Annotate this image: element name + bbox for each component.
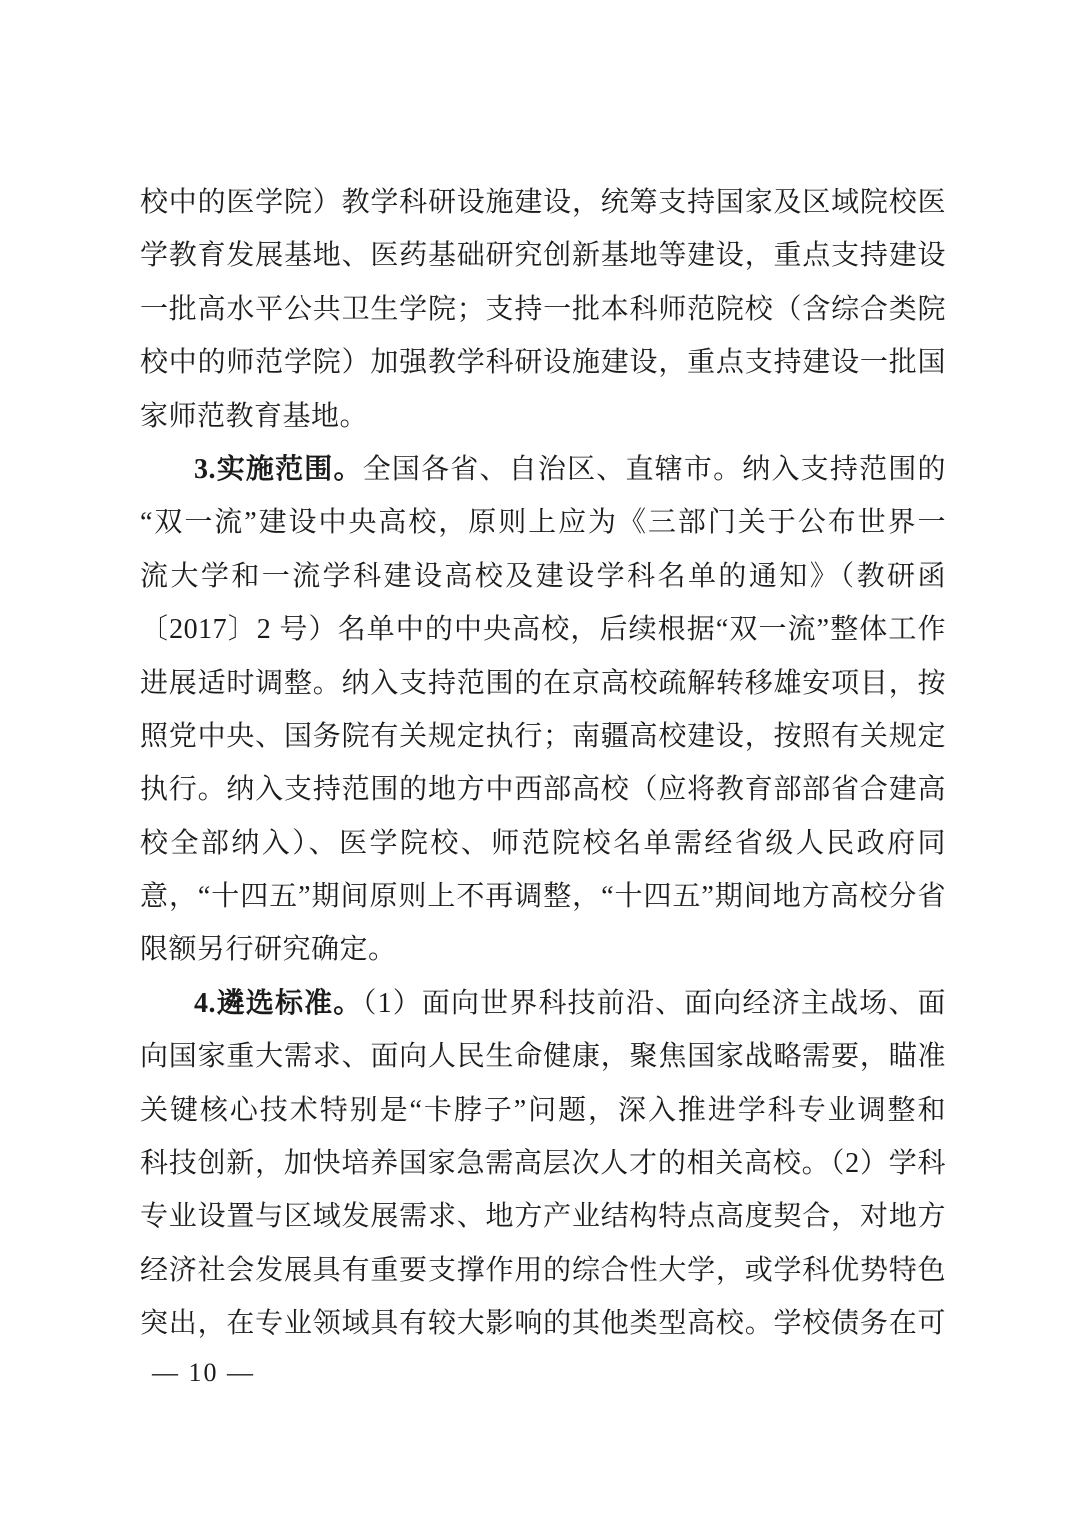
text-line [140,1190,946,1243]
body-text: 执行。纳入支持范围的地方中西部高校（应将教育部部省合建高 [140,774,946,806]
body-text: 学教育发展基地、医药基础研究创新基地等建设，重点支持建设 [140,240,946,272]
text-line [140,443,946,496]
body-text: 校中的师范学院）加强教学科研设施建设，重点支持建设一批国 [140,347,946,379]
body-text: 经济社会发展具有重要支撑作用的综合性大学，或学科优势特色 [140,1254,946,1286]
text-line [140,390,946,443]
text-line [140,710,946,763]
body-text: 突出，在专业领域具有较大影响的其他类型高校。学校债务在可 [140,1308,946,1340]
text-line [140,229,946,282]
text-line [140,1084,946,1137]
body-text: 专业设置与区域发展需求、地方产业结构特点高度契合，对地方 [140,1201,946,1233]
text-line [140,1137,946,1190]
body-text: 关键核心技术特别是“卡脖子”问题，深入推进学科专业调整和 [140,1094,946,1126]
body-text: 进展适时调整。纳入支持范围的在京高校疏解转移雄安项目，按 [140,667,946,699]
text-line [140,1244,946,1297]
text-line [140,763,946,816]
body-text: 限额另行研究确定。 [140,934,397,966]
text-line [140,336,946,389]
text-line [140,283,946,336]
text-line [140,496,946,549]
body-text: 一批高水平公共卫生学院；支持一批本科师范院校（含综合类院 [140,293,946,325]
body-text: 流大学和一流学科建设高校及建设学科名单的通知》（教研函 [140,560,946,592]
text-line [140,977,946,1030]
body-text: 全国各省、自治区、直辖市。纳入支持范围的 [362,453,946,485]
body-text: 校全部纳入）、医学院校、师范院校名单需经省级人民政府同 [140,827,946,859]
text-line [140,1030,946,1083]
document-body [140,176,946,1351]
body-text: 科技创新，加快培养国家急需高层次人才的相关高校。（2）学科 [140,1148,946,1180]
text-line [140,817,946,870]
page-number: — 10 — [152,1358,255,1387]
body-text: “双一流”建设中央高校，原则上应为《三部门关于公布世界一 [140,507,946,539]
body-text: 家师范教育基地。 [140,400,369,432]
text-line [140,176,946,229]
page-footer [152,1356,255,1390]
section-heading-text: 3.实施范围。 [194,453,363,485]
text-line [140,923,946,976]
section-heading-text: 4.遴选标准。 [194,987,363,1019]
text-line [140,657,946,710]
body-text: （1）面向世界科技前沿、面向经济主战场、面 [362,987,946,1019]
body-text: 意，“十四五”期间原则上不再调整，“十四五”期间地方高校分省 [140,881,946,913]
text-line [140,1297,946,1350]
body-text: 向国家重大需求、面向人民生命健康，聚焦国家战略需要，瞄准 [140,1041,946,1073]
body-text: 照党中央、国务院有关规定执行；南疆高校建设，按照有关规定 [140,720,946,752]
body-text: 校中的医学院）教学科研设施建设，统筹支持国家及区域院校医 [140,187,946,218]
body-text: 〔2017〕2 号）名单中的中央高校，后续根据“双一流”整体工作 [140,614,946,646]
text-line [140,603,946,656]
text-line [140,870,946,923]
text-line [140,550,946,603]
